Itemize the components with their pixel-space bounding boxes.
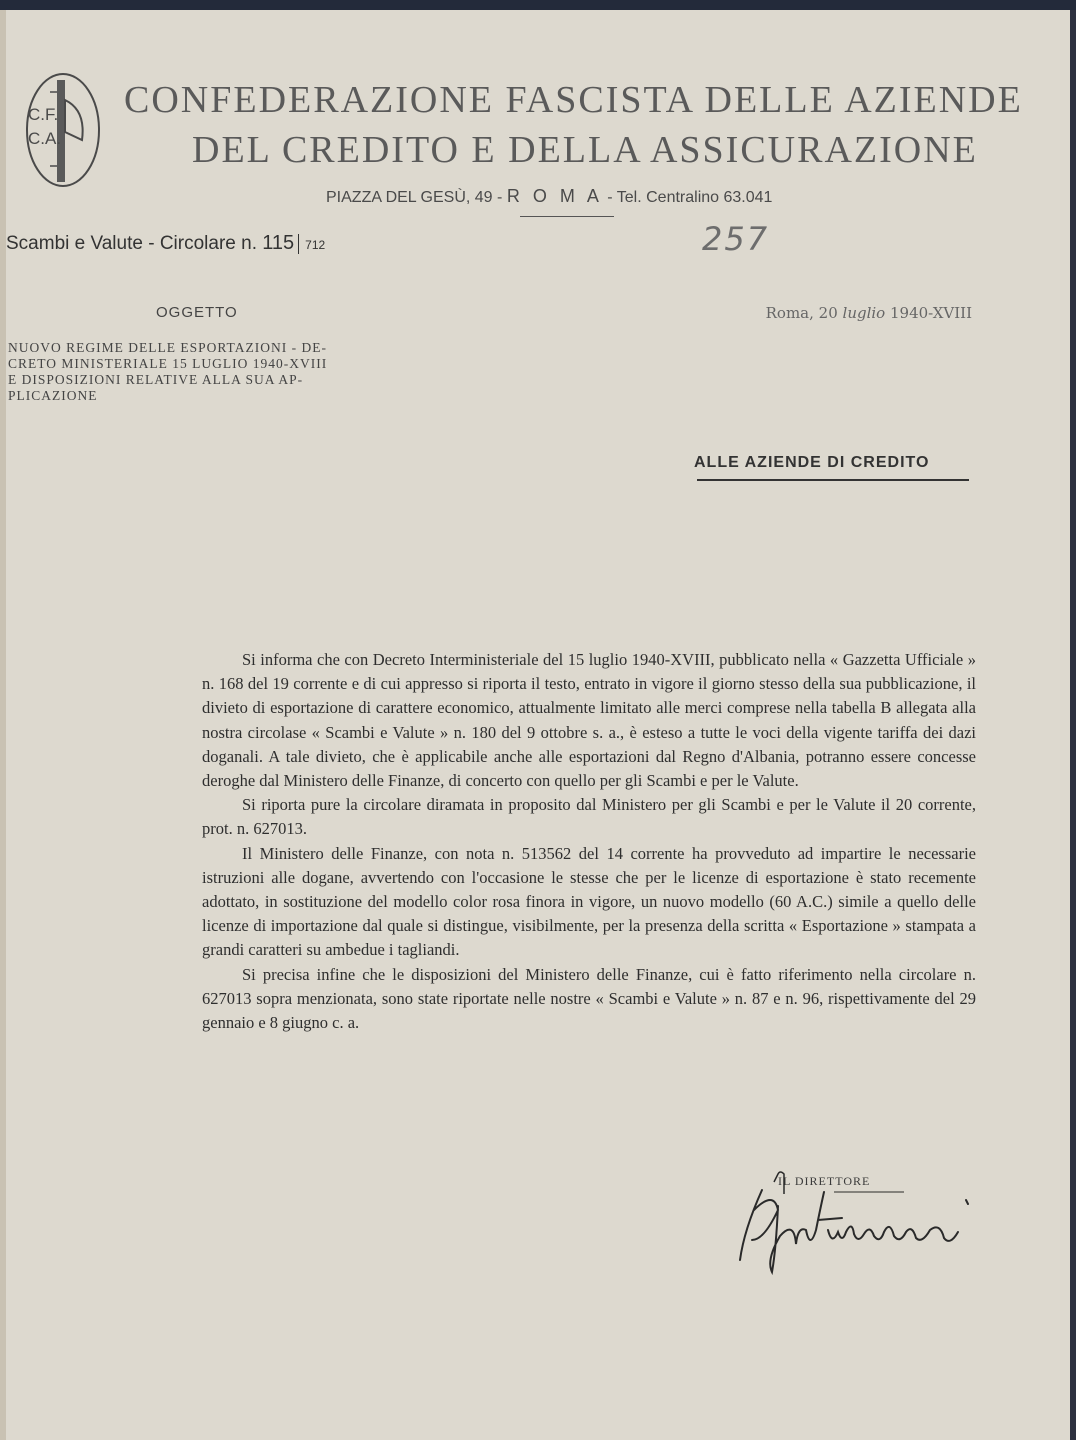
scan-right-edge: [1070, 10, 1076, 1440]
date-place: Roma, 20: [765, 304, 838, 322]
org-name-line-1: CONFEDERAZIONE FASCISTA DELLE AZIENDE: [124, 79, 1023, 121]
body-paragraph: Si riporta pure la circolare diramata in proposito dal Ministero per gli Scambi e per le Valute il 20 corrente, prot. n. 627013.: [202, 795, 976, 839]
address: [326, 186, 772, 207]
divider: [520, 216, 614, 217]
subject-text: [8, 340, 398, 404]
letter-date: [766, 304, 972, 322]
circular-series: Scambi e Valute - Circolare n.: [6, 233, 257, 254]
handwritten-signature: [734, 1170, 984, 1280]
address-street: PIAZZA DEL GESÙ, 49 -: [326, 189, 503, 206]
handwritten-number: 257: [702, 220, 770, 258]
subject-line: PLICAZIONE: [8, 388, 98, 403]
date-year: 1940-XVIII: [890, 304, 972, 322]
logo-text-2: C.A.: [28, 129, 62, 148]
circular-sub-number: 712: [305, 238, 326, 252]
signature-title: IL DIRETTORE: [778, 1174, 871, 1188]
subject-line: E DISPOSIZIONI RELATIVE ALLA SUA AP-: [8, 372, 304, 387]
body-paragraph: Si informa che con Decreto Interministeriale del 15 luglio 1940-XVIII, pubblicato nella « Gazzetta Ufficiale » n. 168 del 19 corrente e di cui appresso si riporta il testo, entrato in vigore il giorno stesso della sua pubblicazione, il divieto di esportazione di carattere economico, attualmente limitato alle merci comprese nella tabella B allegata alla nostra circolase « Scambi e Valute » n. 180 del 9 ottobre s. a., è esteso a tutte le voci della vigente tariffa dei dazi doganali. A tale divieto, che è applicabile anche alle esportazioni dal Regno d'Albania, potranno essere concesse deroghe dal Ministero delle Finanze, di concerto con quello per gli Scambi e per le Valute.: [202, 650, 976, 791]
body-paragraph: Il Ministero delle Finanze, con nota n. 513562 del 14 corrente ha provveduto ad impartire le necessarie istruzioni alle dogane, avvertendo con l'occasione le stesse che per le licenze di esportazione è stato recemente adottato, in sostituzione del modello color rosa finora in vigore, un nuovo modello (60 A.C.) simile a quello delle licenze di importazione dal quale si distingue, visibilmente, per la presenza della scritta « Esportazione » stampata a grandi caratteri su ambedue i tagliandi.: [202, 843, 976, 960]
recipient-underline: [697, 479, 969, 481]
address-city: R O M A: [506, 186, 603, 206]
subject-line: NUOVO REGIME DELLE ESPORTAZIONI - DE-: [8, 340, 327, 355]
logo-emblem: [24, 70, 102, 190]
scan-left-edge: [0, 10, 6, 1440]
circular-number: 115: [262, 232, 295, 254]
recipient: ALLE AZIENDE DI CREDITO: [694, 454, 930, 471]
scan-top-edge: [0, 0, 1076, 10]
letter-body: [202, 648, 976, 1035]
circular-reference: [6, 232, 325, 255]
address-phone: - Tel. Centralino 63.041: [607, 189, 773, 206]
subject-line: CRETO MINISTERIALE 15 LUGLIO 1940-XVIII: [8, 356, 328, 371]
org-name-line-2: DEL CREDITO E DELLA ASSICURAZIONE: [192, 129, 978, 171]
subject-label: OGGETTO: [156, 304, 238, 321]
logo-text-1: C.F.: [28, 105, 59, 124]
date-month: luglio: [842, 304, 886, 322]
body-paragraph: Si precisa infine che le disposizioni del Ministero delle Finanze, cui è fatto riferimento nella circolare n. 627013 sopra menzionata, sono state riportate nelle nostre « Scambi e Valute » n. 87 e n. 96, rispettivamente del 29 gennaio e 8 giugno c. a.: [202, 964, 976, 1033]
